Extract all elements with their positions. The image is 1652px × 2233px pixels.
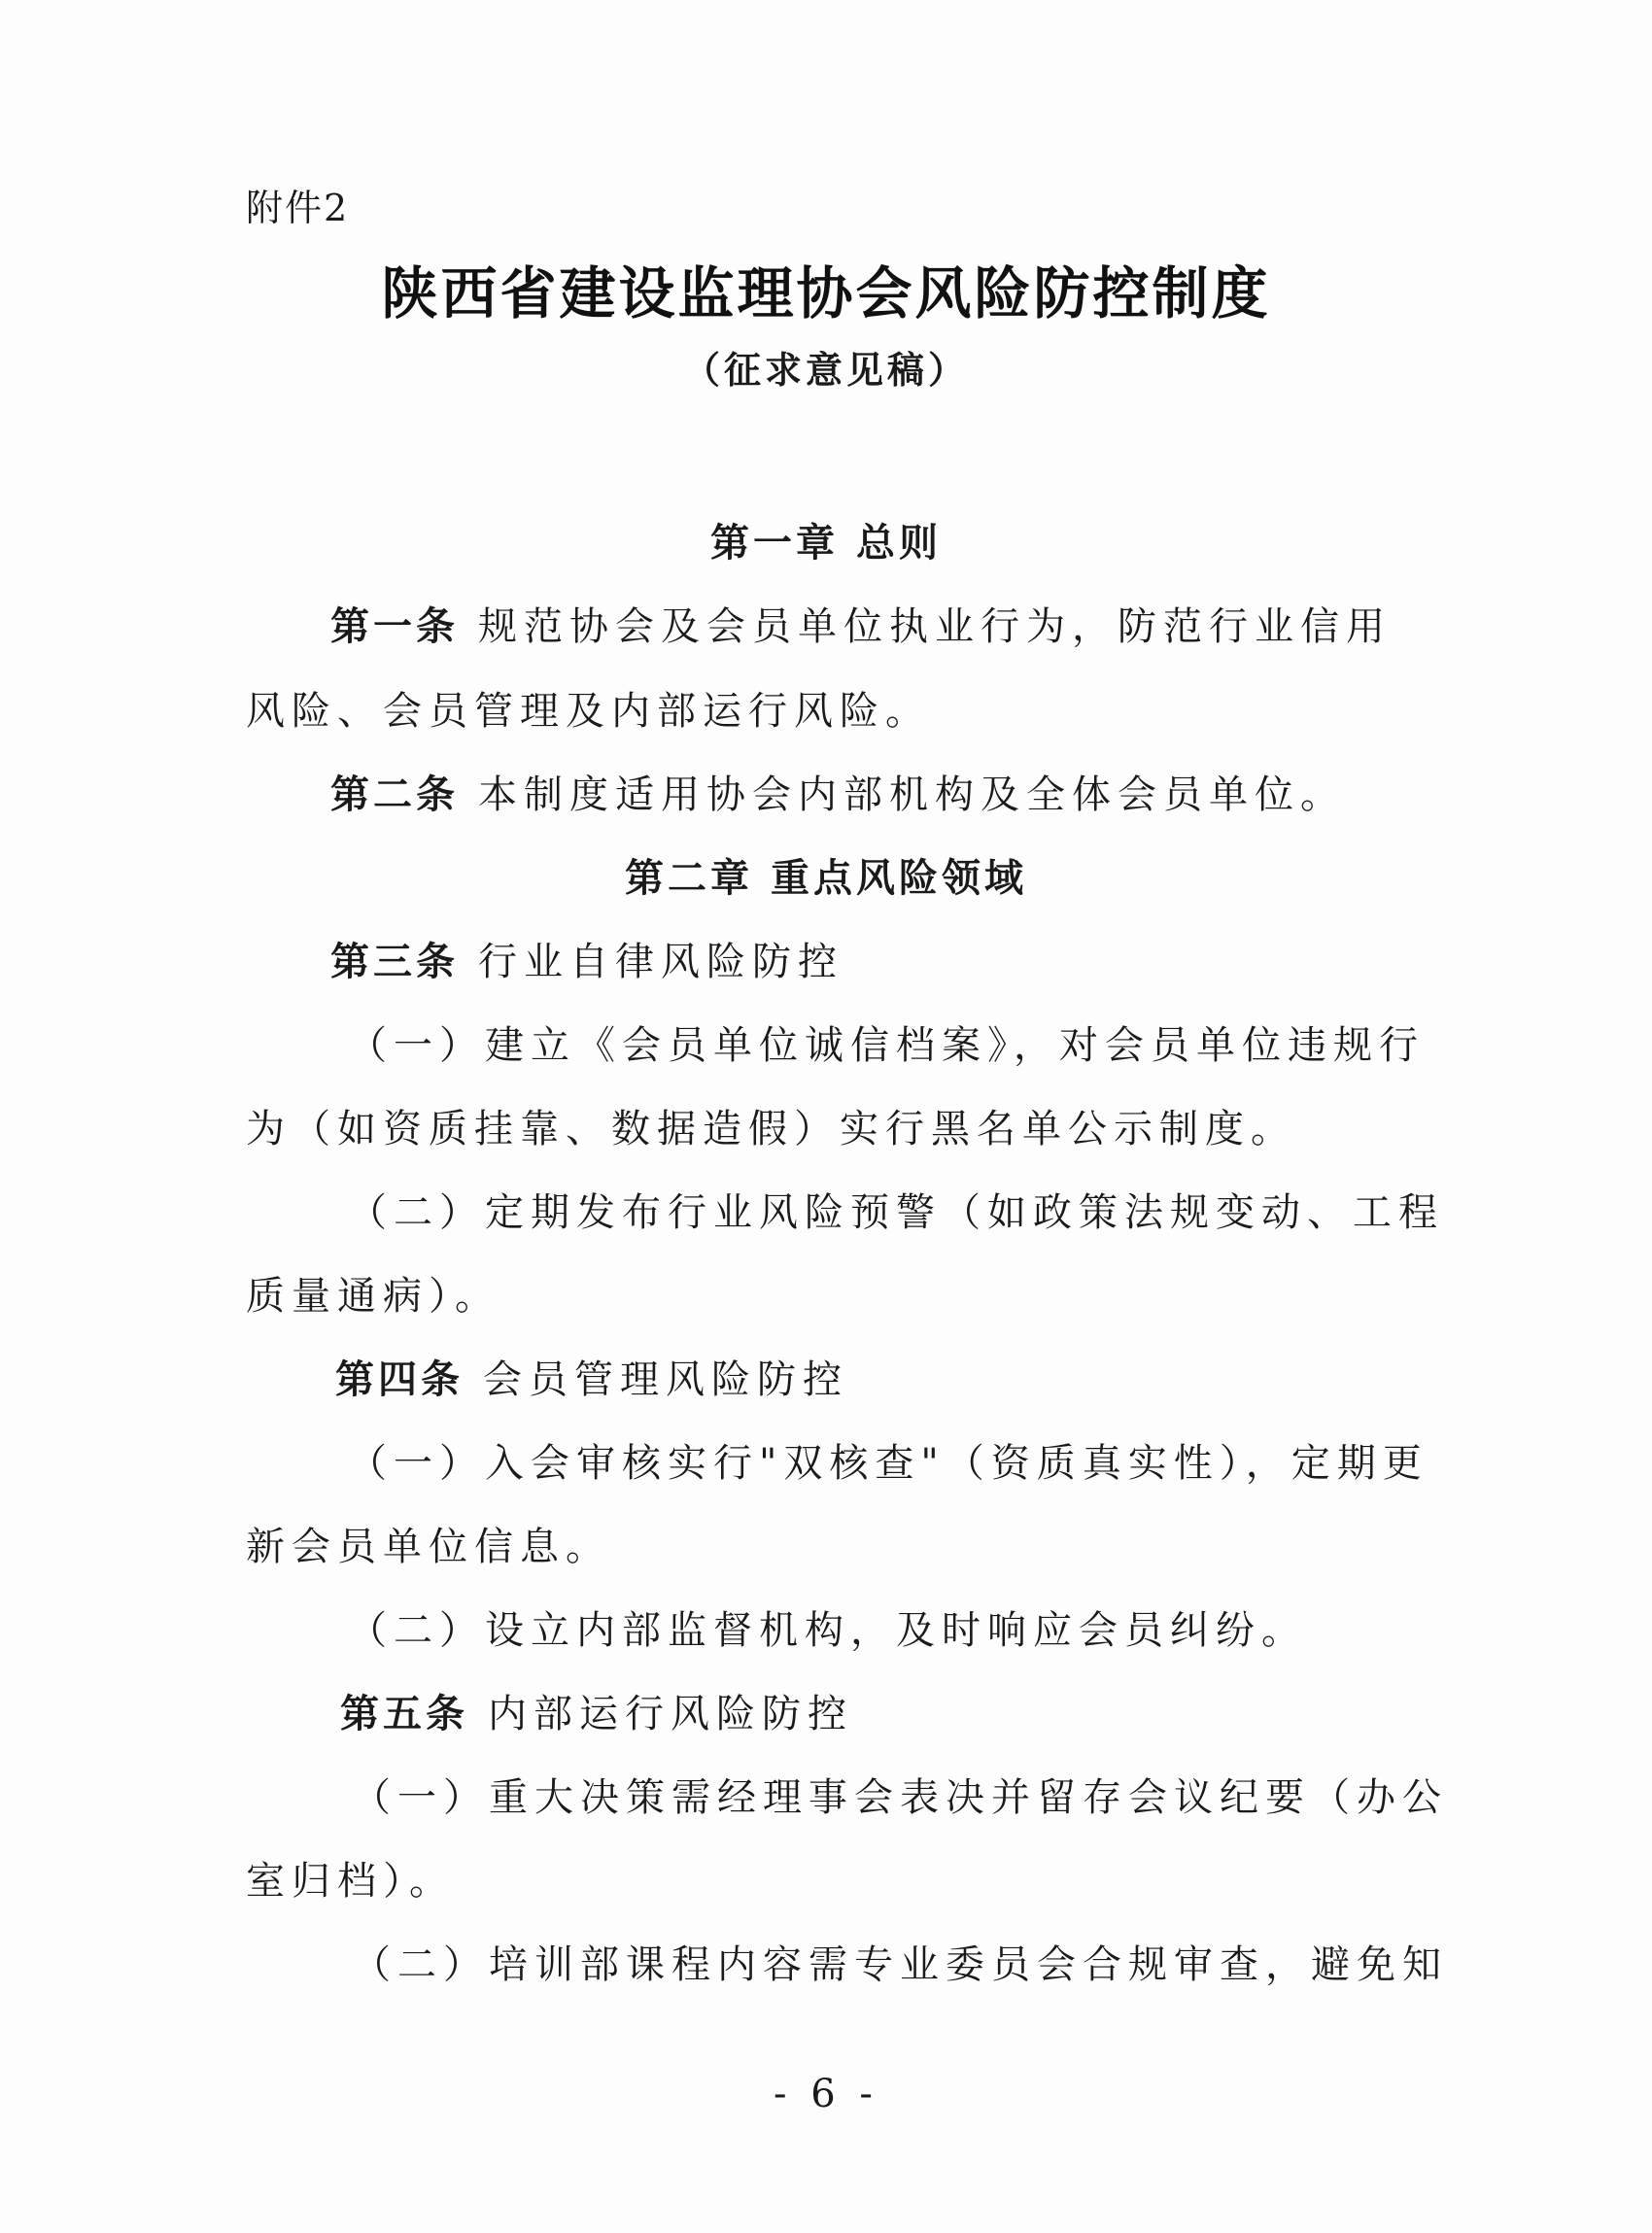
article-text: 规范协会及会员单位执业行为，防范行业信用 xyxy=(478,604,1392,649)
article-item: 为（如资质挂靠、数据造假）实行黑名单公示制度。 xyxy=(246,1107,1296,1151)
document-subtitle: （征求意见稿） xyxy=(682,349,969,392)
article-label: 第二条 xyxy=(330,773,459,817)
article-label: 第五条 xyxy=(340,1692,468,1736)
article-line xyxy=(330,596,1392,651)
document-title: 陕西省建设监理协会风险防控制度 xyxy=(381,260,1271,326)
article-item: （一）建立《会员单位诚信档案》，对会员单位违规行 xyxy=(348,1023,1425,1068)
chapter-heading: 第一章 总则 xyxy=(710,521,942,566)
article-text: 会员管理风险防控 xyxy=(483,1357,848,1402)
page-number: - 6 - xyxy=(774,2072,878,2116)
chapter-heading: 第二章 重点风险领域 xyxy=(625,856,1027,901)
article-item: 室归档）。 xyxy=(246,1859,455,1904)
article-item: 质量通病）。 xyxy=(246,1274,500,1319)
article-label: 第四条 xyxy=(335,1357,464,1402)
article-text: 行业自律风险防控 xyxy=(478,940,843,984)
article-item: （二）设立内部监督机构，及时响应会员纠纷。 xyxy=(348,1608,1307,1653)
article-item: （一）重大决策需经理事会表决并留存会议纪要（办公 xyxy=(352,1775,1448,1820)
article-item: （一）入会审核实行"双核查"（资质真实性），定期更 xyxy=(348,1441,1428,1486)
article-line xyxy=(330,931,843,986)
article-text: 内部运行风险防控 xyxy=(488,1692,853,1736)
article-item: 新会员单位信息。 xyxy=(246,1525,611,1569)
article-label: 第三条 xyxy=(330,940,459,984)
article-item: （二）定期发布行业风险预警（如政策法规变动、工程 xyxy=(348,1190,1444,1235)
article-label: 第一条 xyxy=(330,604,459,649)
article-line xyxy=(335,1349,848,1404)
article-line xyxy=(340,1683,853,1738)
article-line xyxy=(330,764,1346,819)
article-line: 风险、会员管理及内部运行风险。 xyxy=(246,689,931,734)
article-text: 本制度适用协会内部机构及全体会员单位。 xyxy=(478,773,1346,817)
attachment-label: 附件2 xyxy=(246,187,350,229)
article-item: （二）培训部课程内容需专业委员会合规审查，避免知 xyxy=(352,1942,1448,1987)
